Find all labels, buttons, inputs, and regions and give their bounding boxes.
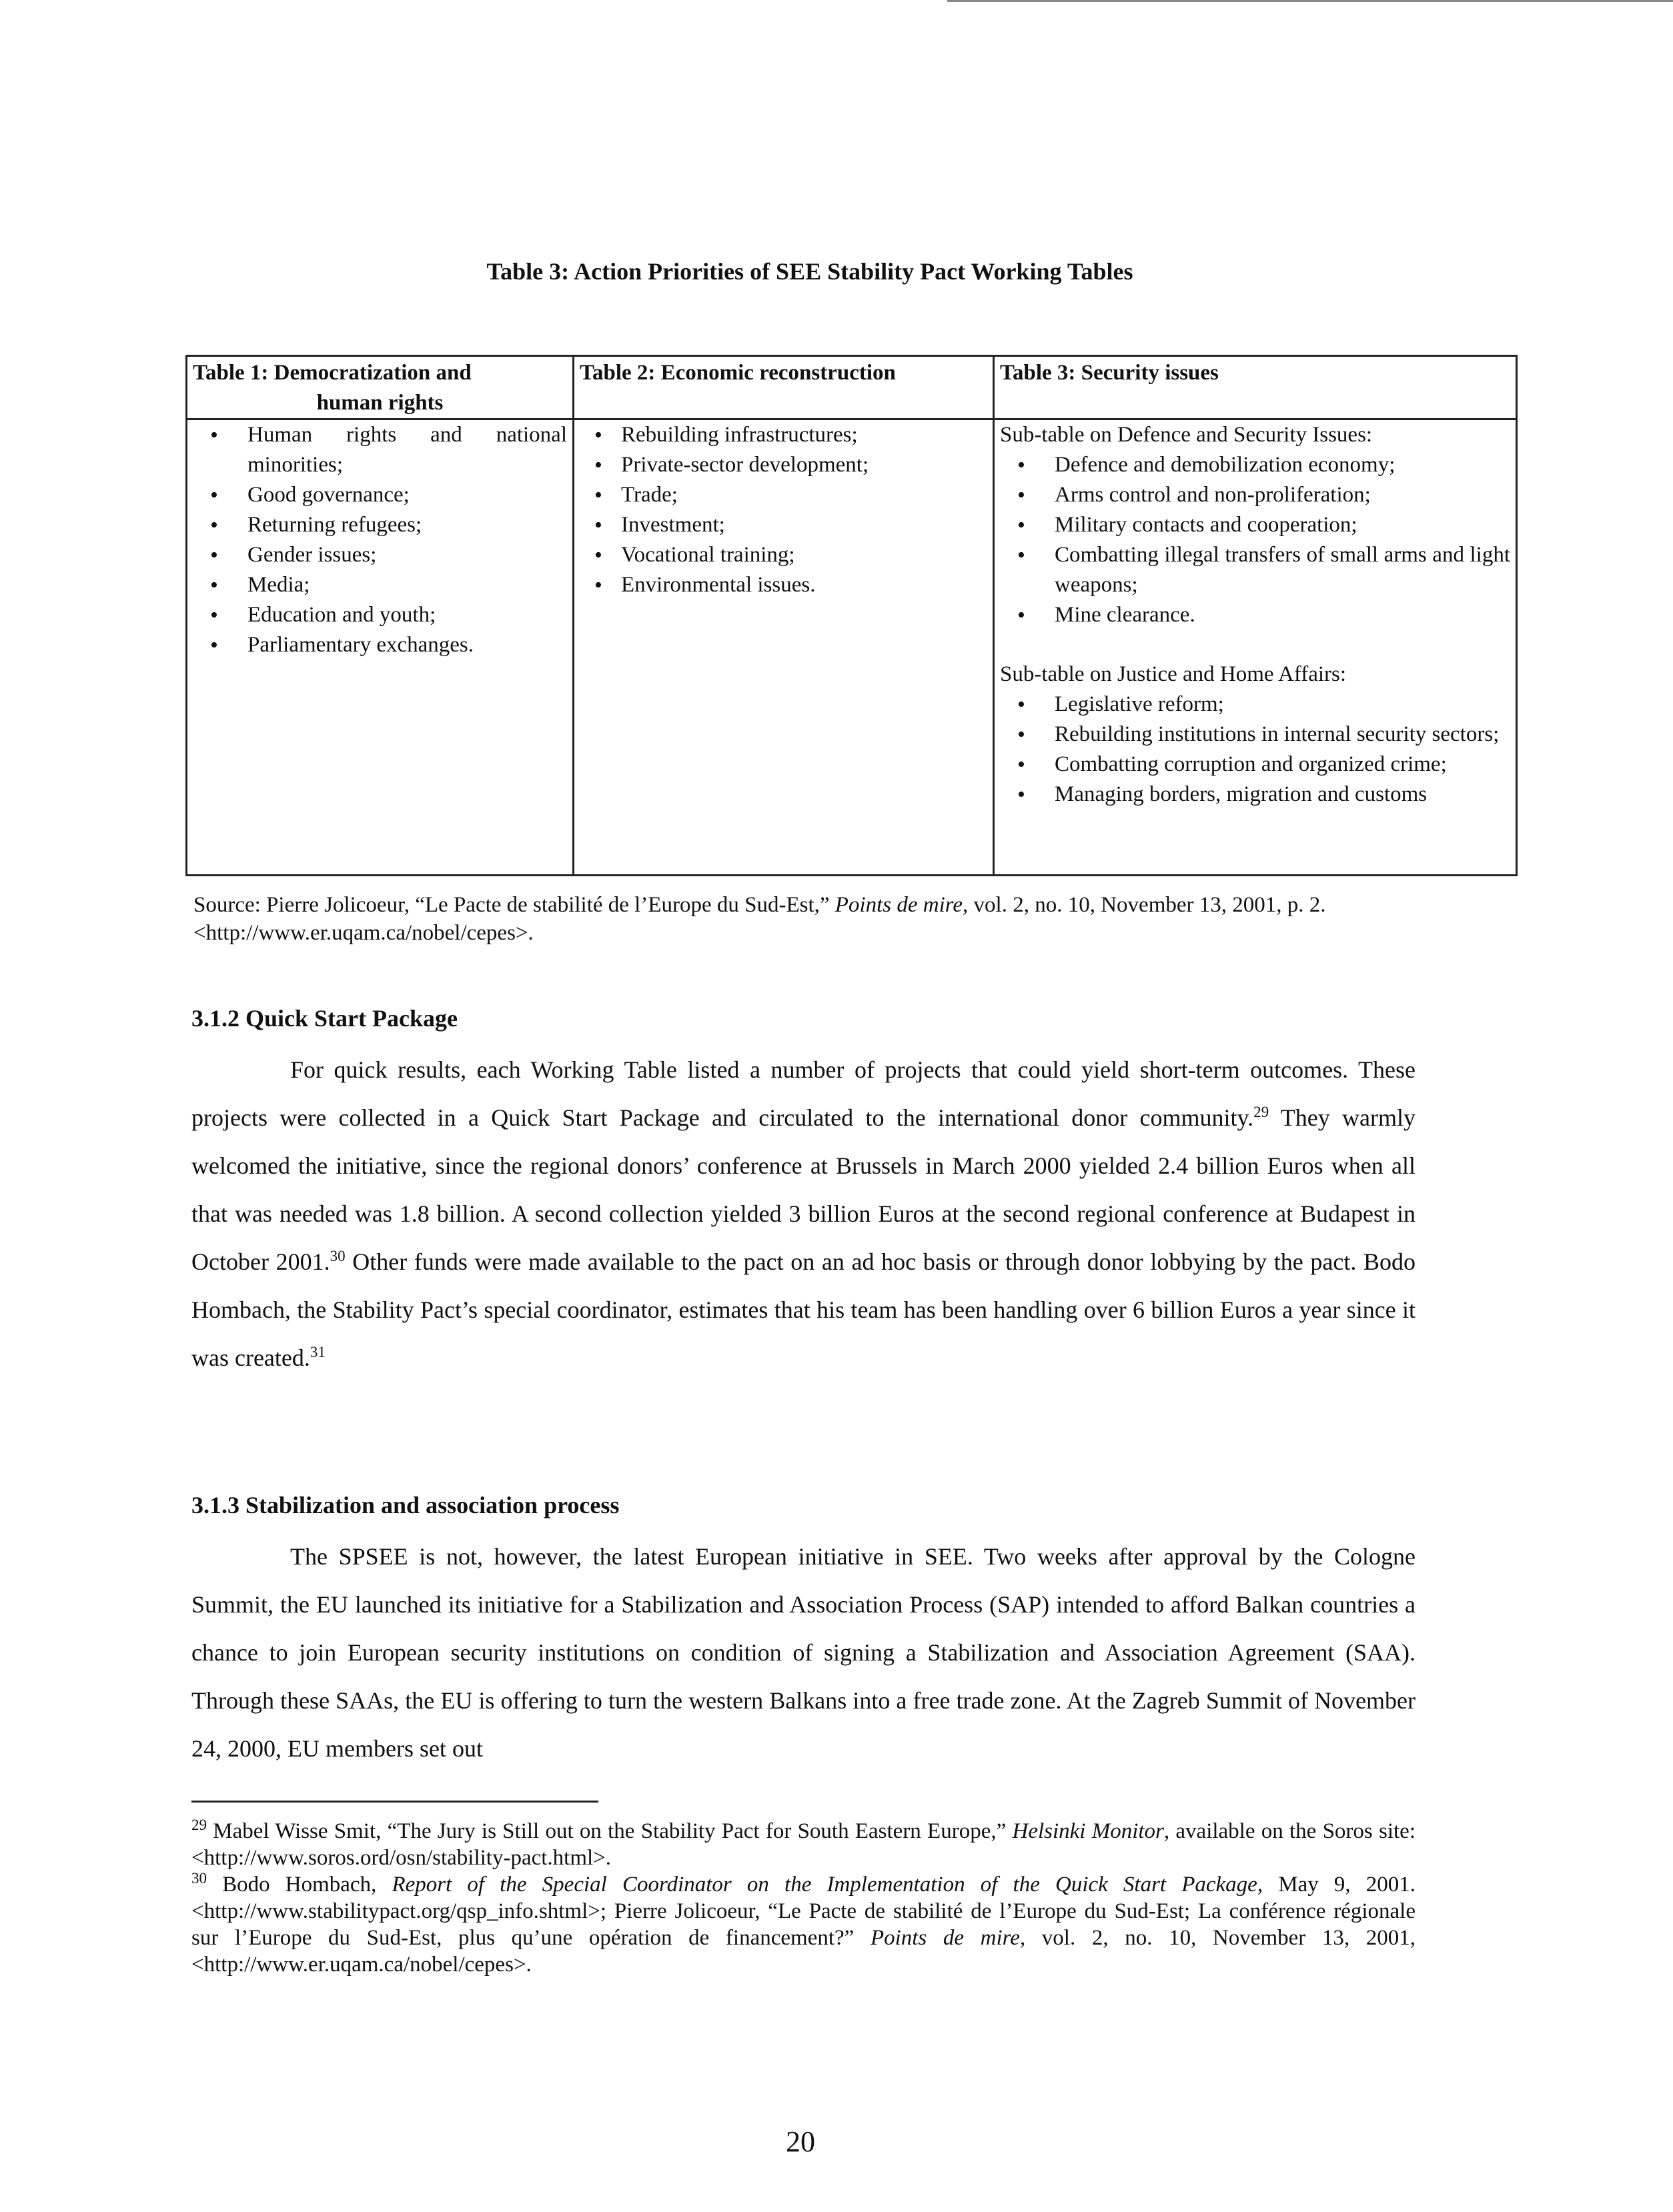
list-item: • Rebuilding institutions in internal security sectors; bbox=[1000, 720, 1510, 750]
list-item: • Gender issues; bbox=[193, 540, 567, 570]
list-item: • Education and youth; bbox=[193, 600, 567, 630]
list-item: • Environmental issues. bbox=[580, 570, 987, 600]
col2-list bbox=[580, 420, 987, 600]
col1-header-line1: Table 1: Democratization and bbox=[193, 361, 472, 385]
col1-header bbox=[187, 356, 574, 419]
list-item: • Parliamentary exchanges. bbox=[193, 630, 567, 660]
table-caption: Table 3: Action Priorities of SEE Stability Pact Working Tables bbox=[486, 258, 1133, 285]
footnote-separator bbox=[191, 1801, 598, 1803]
list-item: • Rebuilding infrastructures; bbox=[580, 420, 987, 450]
list-item: • Trade; bbox=[580, 480, 987, 510]
section-heading-3-1-2: 3.1.2 Quick Start Package bbox=[191, 1005, 458, 1032]
col1-header-line2: human rights bbox=[316, 391, 444, 415]
page-number: 20 bbox=[786, 2125, 815, 2158]
list-item: • Arms control and non-proliferation; bbox=[1000, 480, 1510, 510]
footnote-number: 29 bbox=[191, 1817, 207, 1833]
list-item: • Managing borders, migration and customs bbox=[1000, 780, 1510, 810]
footnote-ref-30: 30 bbox=[330, 1248, 346, 1264]
footnote-ref-31: 31 bbox=[310, 1344, 326, 1360]
col2-header: Table 2: Economic reconstruction bbox=[574, 356, 994, 419]
list-item: • Defence and demobilization economy; bbox=[1000, 450, 1510, 480]
body-text: The SPSEE is not, however, the latest European initiative in SEE. Two weeks after approval by the Cologne Summit, the EU launched its initiative for a Stabilization and Association Process (SAP) intended to afford Balkan countries a chance to join European security institutions on condition of signing a Stabilization and Association Agreement (SAA). Through these SAAs, the EU is offering to turn the western Balkans into a free trade zone. At the Zagreb Summit of November 24, 2000, EU members set out bbox=[191, 1543, 1416, 1762]
footnote-text: , available on the Soros site: <http://www.soros.ord/osn/stability-pact.html>. bbox=[191, 1819, 1416, 1870]
section-3-1-3-body bbox=[191, 1532, 1416, 1773]
footnotes bbox=[191, 1818, 1416, 1978]
col3-header: Table 3: Security issues bbox=[994, 356, 1517, 419]
footnote-text: Bodo Hombach, bbox=[207, 1873, 392, 1897]
list-item: • Legislative reform; bbox=[1000, 690, 1510, 720]
list-item: • Military contacts and cooperation; bbox=[1000, 510, 1510, 540]
source-suffix: , vol. 2, no. 10, November 13, 2001, p. 2. <http://www.er.uqam.ca/nobel/cepes>. bbox=[193, 893, 1326, 945]
body-text: They warmly welcomed the initiative, since the regional donors’ conference at Brussels in March 2000 yielded 2.4 billion Euros when all that was needed was 1.8 billion. A second collection yielded 3 billion Euros at the second regional conference at Budapest in October 2001. bbox=[191, 1104, 1416, 1275]
body-text: Other funds were made available to the pact on an ad hoc basis or through donor lobbying by the pact. Bodo Hombach, the Stability Pact’s special coordinator, estimates that his team has been handling over 6 billion Euros a year since it was created. bbox=[191, 1248, 1416, 1371]
footnote-text: , vol. 2, no. 10, November 13, 2001, <http://www.er.uqam.ca/nobel/cepes>. bbox=[191, 1926, 1416, 1977]
subtable1-title: Sub-table on Defence and Security Issues: bbox=[1000, 423, 1373, 447]
subtable2-title: Sub-table on Justice and Home Affairs: bbox=[1000, 662, 1347, 686]
working-tables-table bbox=[185, 355, 1518, 876]
col2-cell bbox=[574, 419, 994, 876]
footnote-30 bbox=[191, 1871, 1416, 1978]
source-prefix: Source: Pierre Jolicoeur, “Le Pacte de stabilité de l’Europe du Sud-Est,” bbox=[193, 893, 830, 917]
col1-list bbox=[193, 420, 567, 660]
col1-cell bbox=[187, 419, 574, 876]
list-item: • Good governance; bbox=[193, 480, 567, 510]
body-text: For quick results, each Working Table listed a number of projects that could yield short-term outcomes. These projects were collected in a Quick Start Package and circulated to the international donor community. bbox=[191, 1056, 1416, 1131]
table-source-note bbox=[193, 891, 1414, 947]
footnote-journal: Points de mire bbox=[870, 1926, 1020, 1950]
list-item: • Human rights and national minorities; bbox=[193, 420, 567, 480]
top-edge-rule bbox=[947, 0, 1673, 2]
footnote-29 bbox=[191, 1818, 1416, 1871]
list-item: • Media; bbox=[193, 570, 567, 600]
list-item: • Combatting corruption and organized crime; bbox=[1000, 750, 1510, 780]
footnote-report-title: Report of the Special Coordinator on the Implementation of the Quick Start Package bbox=[392, 1873, 1257, 1897]
list-item: • Vocational training; bbox=[580, 540, 987, 570]
section-heading-3-1-3: 3.1.3 Stabilization and association process bbox=[191, 1492, 620, 1518]
table-body-row bbox=[187, 419, 1517, 876]
footnote-text: Mabel Wisse Smit, “The Jury is Still out on the Stability Pact for South Eastern Europe,” bbox=[207, 1819, 1013, 1843]
footnote-ref-29: 29 bbox=[1253, 1104, 1269, 1120]
list-item: • Returning refugees; bbox=[193, 510, 567, 540]
list-item: • Investment; bbox=[580, 510, 987, 540]
list-item: • Combatting illegal transfers of small arms and light weapons; bbox=[1000, 540, 1510, 600]
footnote-number: 30 bbox=[191, 1870, 207, 1887]
source-journal: Points de mire bbox=[834, 893, 963, 917]
col3-cell bbox=[994, 419, 1517, 876]
list-item: • Mine clearance. bbox=[1000, 600, 1510, 630]
section-3-1-2-body bbox=[191, 1046, 1416, 1382]
table-header-row bbox=[187, 356, 1517, 419]
list-item: • Private-sector development; bbox=[580, 450, 987, 480]
subtable2-list bbox=[1000, 690, 1510, 810]
footnote-text: , May 9, 2001. <http://www.stabilitypact.org/qsp_info.shtml>; Pierre Jolicoeur, “Le Pacte de stabilité de l’Europe du Sud-Est; La conférence régionale sur l’Europe du Sud-Est, plus qu’une opération de financement?” bbox=[191, 1873, 1416, 1950]
subtable1-list bbox=[1000, 450, 1510, 630]
footnote-journal: Helsinki Monitor bbox=[1012, 1819, 1164, 1843]
